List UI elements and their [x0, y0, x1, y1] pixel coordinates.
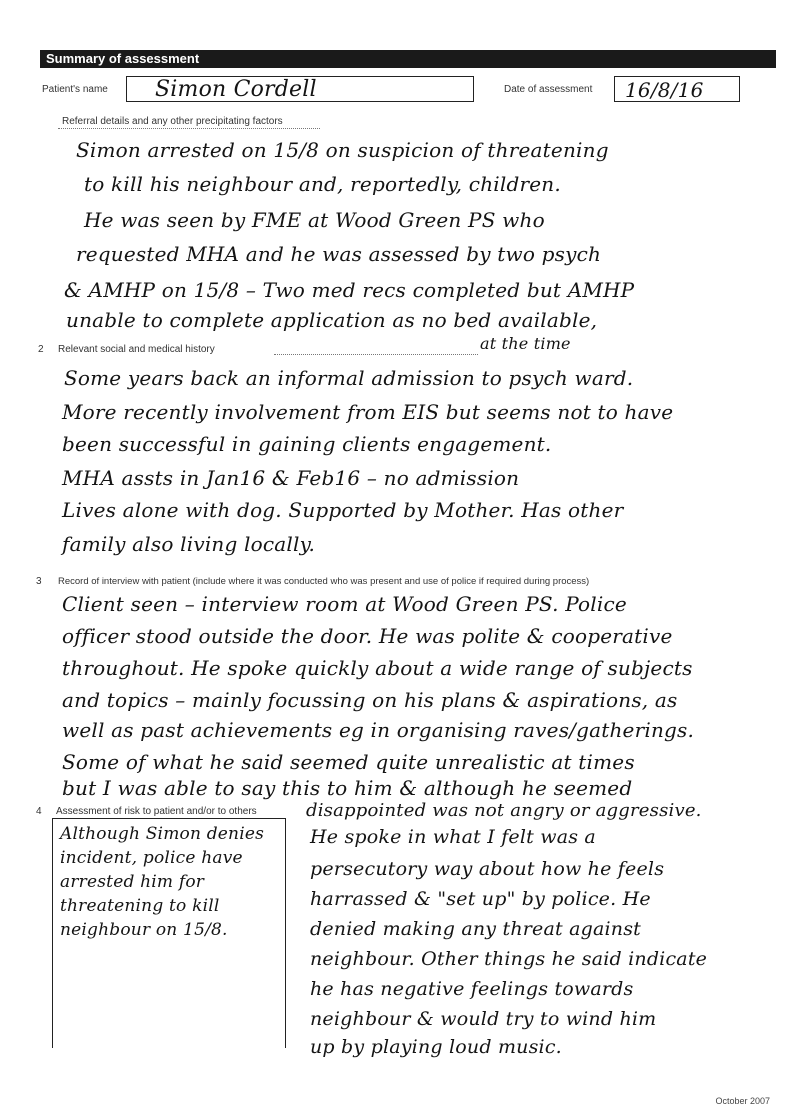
- section-2-number: 2: [38, 344, 44, 355]
- section-3-line: throughout. He spoke quickly about a wide range of subjects: [62, 656, 693, 680]
- section-4-right-line: neighbour. Other things he said indicate: [310, 948, 708, 970]
- section-4-left-line: incident, police have: [60, 848, 243, 868]
- section-1-heading: Referral details and any other precipitating factors: [62, 116, 283, 127]
- section-3-line: but I was able to say this to him & although he seemed: [62, 776, 633, 800]
- section-1-line: at the time: [480, 334, 571, 353]
- section-3-line: Client seen – interview room at Wood Green PS. Police: [62, 592, 627, 616]
- section-1-line: unable to complete application as no bed available,: [66, 308, 598, 332]
- section-4-right-line: harrassed & "set up" by police. He: [310, 888, 651, 910]
- section-4-heading: Assessment of risk to patient and/or to others: [56, 806, 257, 817]
- patient-name-value: Simon Cordell: [155, 77, 317, 102]
- section-1-line: requested MHA and he was assessed by two psych: [76, 242, 602, 266]
- form-title-bar: Summary of assessment: [40, 50, 776, 68]
- section-1-line: & AMHP on 15/8 – Two med recs completed but AMHP: [64, 278, 635, 302]
- section-1-line: He was seen by FME at Wood Green PS who: [84, 208, 545, 232]
- section-4-right-line: denied making any threat against: [310, 918, 641, 940]
- section-2-line: More recently involvement from EIS but seems not to have: [62, 400, 674, 424]
- section-4-right-line: disappointed was not angry or aggressive.: [306, 800, 702, 821]
- section-1-line: Simon arrested on 15/8 on suspicion of threatening: [76, 138, 609, 162]
- section-2-underline: [274, 354, 478, 355]
- section-4-right-line: up by playing loud music.: [310, 1036, 562, 1058]
- section-2-line: MHA assts in Jan16 & Feb16 – no admission: [62, 466, 520, 490]
- section-2-line: Lives alone with dog. Supported by Mother. Has other: [62, 498, 624, 522]
- section-4-left-line: arrested him for: [60, 872, 205, 892]
- section-4-right-line: neighbour & would try to wind him: [310, 1008, 657, 1030]
- section-4-number: 4: [36, 806, 42, 817]
- date-of-assessment-field: [614, 76, 740, 102]
- section-3-line: Some of what he said seemed quite unrealistic at times: [62, 750, 635, 774]
- section-2-line: been successful in gaining clients engagement.: [62, 432, 552, 456]
- section-1-line: to kill his neighbour and, reportedly, children.: [84, 172, 561, 196]
- section-3-number: 3: [36, 576, 42, 587]
- date-of-assessment-value: 16/8/16: [625, 78, 704, 102]
- date-of-assessment-label: Date of assessment: [504, 84, 593, 95]
- form-version-footer: October 2007: [715, 1096, 770, 1106]
- section-4-left-line: threatening to kill: [60, 896, 220, 916]
- section-1-underline: [58, 128, 320, 129]
- patient-name-label: Patient's name: [42, 84, 108, 95]
- section-3-line: officer stood outside the door. He was polite & cooperative: [62, 624, 673, 648]
- section-4-left-line: Although Simon denies: [60, 824, 265, 844]
- section-2-line: family also living locally.: [62, 532, 316, 556]
- patient-name-field: [126, 76, 474, 102]
- section-3-line: well as past achievements eg in organising raves/gatherings.: [62, 718, 695, 742]
- section-4-right-line: He spoke in what I felt was a: [310, 826, 596, 848]
- section-2-line: Some years back an informal admission to psych ward.: [64, 366, 634, 390]
- section-4-right-line: he has negative feelings towards: [310, 978, 634, 1000]
- section-2-heading: Relevant social and medical history: [58, 344, 215, 355]
- section-3-heading: Record of interview with patient (include where it was conducted who was present and use of police if required during process): [58, 576, 590, 587]
- section-4-left-line: neighbour on 15/8.: [60, 920, 228, 940]
- section-4-right-line: persecutory way about how he feels: [310, 858, 665, 880]
- section-3-line: and topics – mainly focussing on his plans & aspirations, as: [62, 688, 678, 712]
